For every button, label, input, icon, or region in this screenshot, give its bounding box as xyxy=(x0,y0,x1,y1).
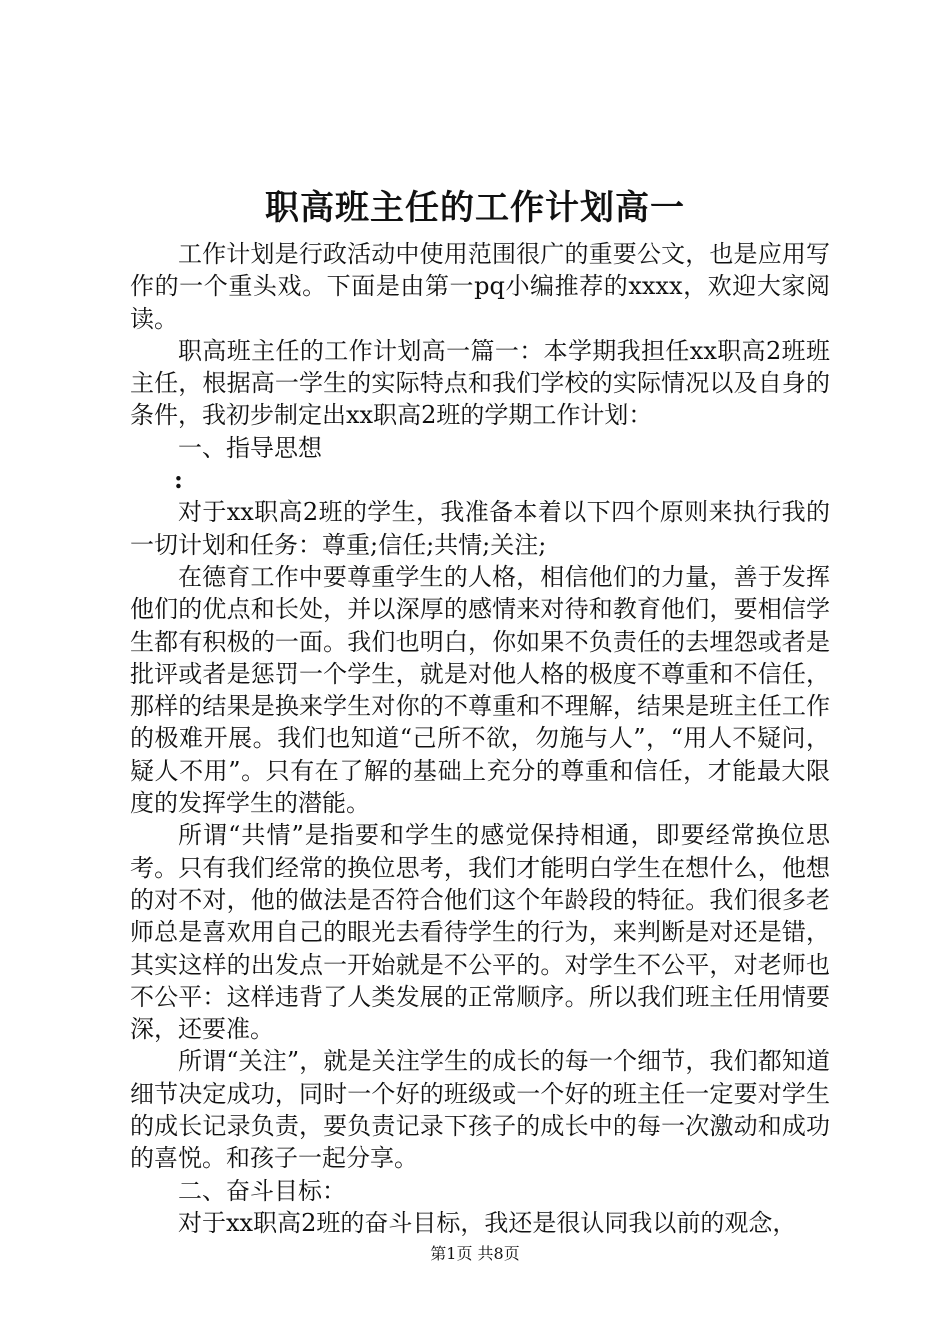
section-heading-guiding-thought: 一、指导思想 xyxy=(178,433,322,462)
paragraph-respect-trust: 在德育工作中要尊重学生的人格，相信他们的力量，善于发挥他们的优点和长处，并以深厚的感情来对待和教育他们，要相信学生都有积极的一面。我们也明白，你如果不负责任的去埋怨或者是批评或者是惩罚一个学生，就是对他人格的极度不尊重和不信任，那样的结果是换来学生对你的不尊重和不理解，结果是班主任工作的极难开展。我们也知道“己所不欲，勿施与人”，“用人不疑问，疑人不用”。只有在了解的基础上充分的尊重和信任，才能最大限度的发挥学生的潜能。 xyxy=(130,562,830,818)
section-heading-goals: 二、奋斗目标： xyxy=(178,1176,346,1205)
document-title: 职高班主任的工作计划高一 xyxy=(265,188,685,228)
page-footer: 第1页 共8页 xyxy=(430,1244,520,1263)
paragraph-empathy: 所谓“共情”是指要和学生的感觉保持相通，即要经常换位思考。只有我们经常的换位思考，我们才能明白学生在想什么，他想的对不对，他的做法是否符合他们这个年龄段的特征。我们很多老师总是喜欢用自己的眼光去看待学生的行为，来判断是对还是错，其实这样的出发点一开始就是不公平的。对学生不公平，对老师也不公平：这样违背了人类发展的正常顺序。所以我们班主任用情要深，还要准。 xyxy=(130,821,830,1044)
paragraph-attention: 所谓“关注”，就是关注学生的成长的每一个细节，我们都知道细节决定成功，同时一个好的班级或一个好的班主任一定要对学生的成长记录负责，要负责记录下孩子的成长中的每一次激动和成功的喜悦。和孩子一起分享。 xyxy=(130,1047,830,1173)
document-body xyxy=(130,238,830,1239)
stray-colon-line: : xyxy=(174,465,183,495)
paragraph-intro: 工作计划是行政活动中使用范围很广的重要公文，也是应用写作的一个重头戏。下面是由第一pq小编推荐的xxxx，欢迎大家阅读。 xyxy=(130,240,830,333)
paragraph-goals: 对于xx职高2班的奋斗目标，我还是很认同我以前的观念， xyxy=(178,1208,797,1237)
paragraph-plan-opening: 职高班主任的工作计划高一篇一：本学期我担任xx职高2班班主任，根据高一学生的实际特点和我们学校的实际情况以及自身的条件，我初步制定出xx职高2班的学期工作计划： xyxy=(130,336,830,430)
paragraph-principles: 对于xx职高2班的学生，我准备本着以下四个原则来执行我的一切计划和任务：尊重;信任;共情;关注; xyxy=(130,498,830,559)
